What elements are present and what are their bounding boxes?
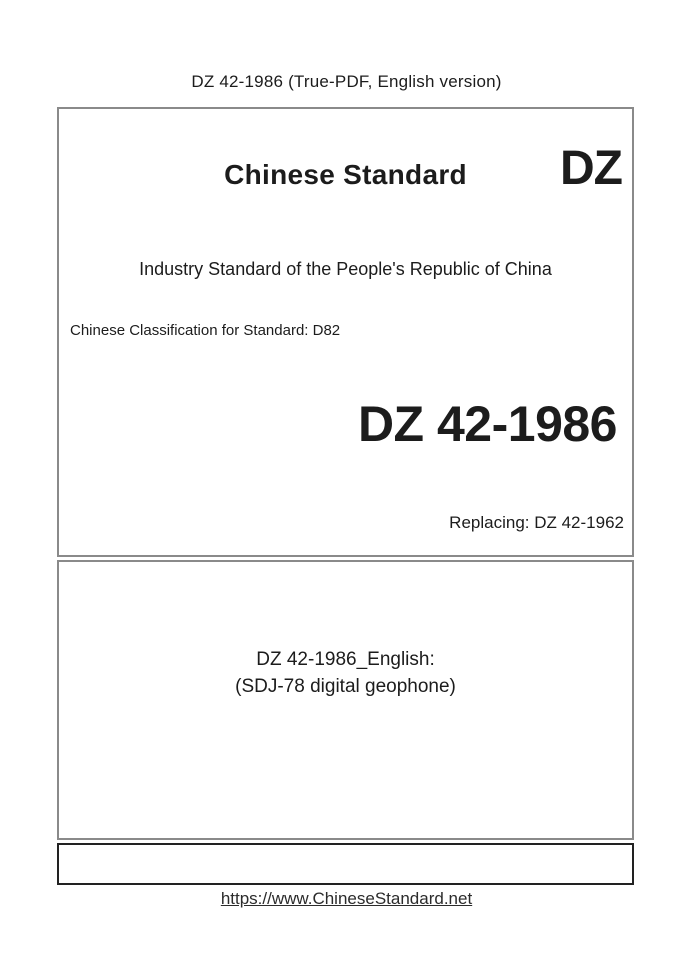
brand-title: Chinese Standard xyxy=(224,159,467,190)
doc-title-line1: DZ 42-1986_English: xyxy=(256,649,435,670)
standard-number: DZ 42-1986 xyxy=(357,396,617,452)
doc-title-line2: (SDJ-78 digital geophone) xyxy=(235,676,456,697)
page-header-title: DZ 42-1986 (True-PDF, English version) xyxy=(191,72,502,91)
replacing-note: Replacing: DZ 42-1962 xyxy=(449,513,624,532)
classification-label: Chinese Classification for Standard: D82 xyxy=(70,322,341,339)
doc-title xyxy=(59,646,632,700)
footer xyxy=(0,889,693,909)
footer-website-link[interactable]: https://www.ChineseStandard.net xyxy=(220,889,473,908)
brand-logo-dz: DZ xyxy=(560,142,622,195)
empty-footer-box xyxy=(57,843,634,885)
cover-main-box xyxy=(57,107,634,557)
doc-title-box xyxy=(57,560,634,840)
standard-subtitle: Industry Standard of the People's Republic of China xyxy=(139,259,552,279)
